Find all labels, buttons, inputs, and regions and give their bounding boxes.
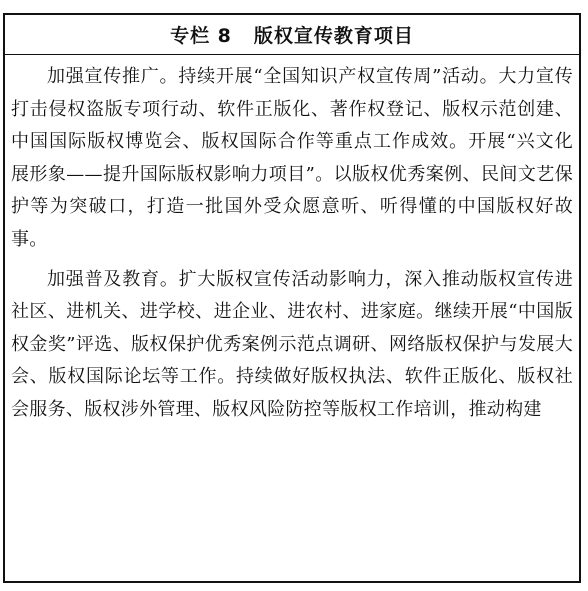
column-title-text: 版权宣传教育项目 [253, 25, 414, 47]
paragraph-education: 加强普及教育。扩大版权宣传活动影响力，深入推动版权宣传进社区、进机关、进学校、进企业、进农村、进家庭。继续开展“中国版权金奖”评选、版权保护优秀案例示范点调研、网络版权保护与发展大会、版权国际论坛等工作。持续做好版权执法、软件正版化、版权社会服务、版权涉外管理、版权风险防控等版权工作培训，推动构建 [11, 268, 573, 420]
column-number: 专栏 8 [170, 25, 232, 47]
paragraph-publicity: 加强宣传推广。持续开展“全国知识产权宣传周”活动。大力宣传打击侵权盗版专项行动、软件正版化、著作权登记、版权示范创建、中国国际版权博览会、版权国际合作等重点工作成效。开展“兴文化 展形象——提升国际版权影响力项目”。以版权优秀案例、民间文艺保护等为突破口，打造一批国外受众愿意听、听得懂的中国版权好故事。 [11, 66, 573, 250]
column-content [11, 61, 573, 434]
column-title [5, 15, 579, 55]
column-box [3, 13, 581, 583]
